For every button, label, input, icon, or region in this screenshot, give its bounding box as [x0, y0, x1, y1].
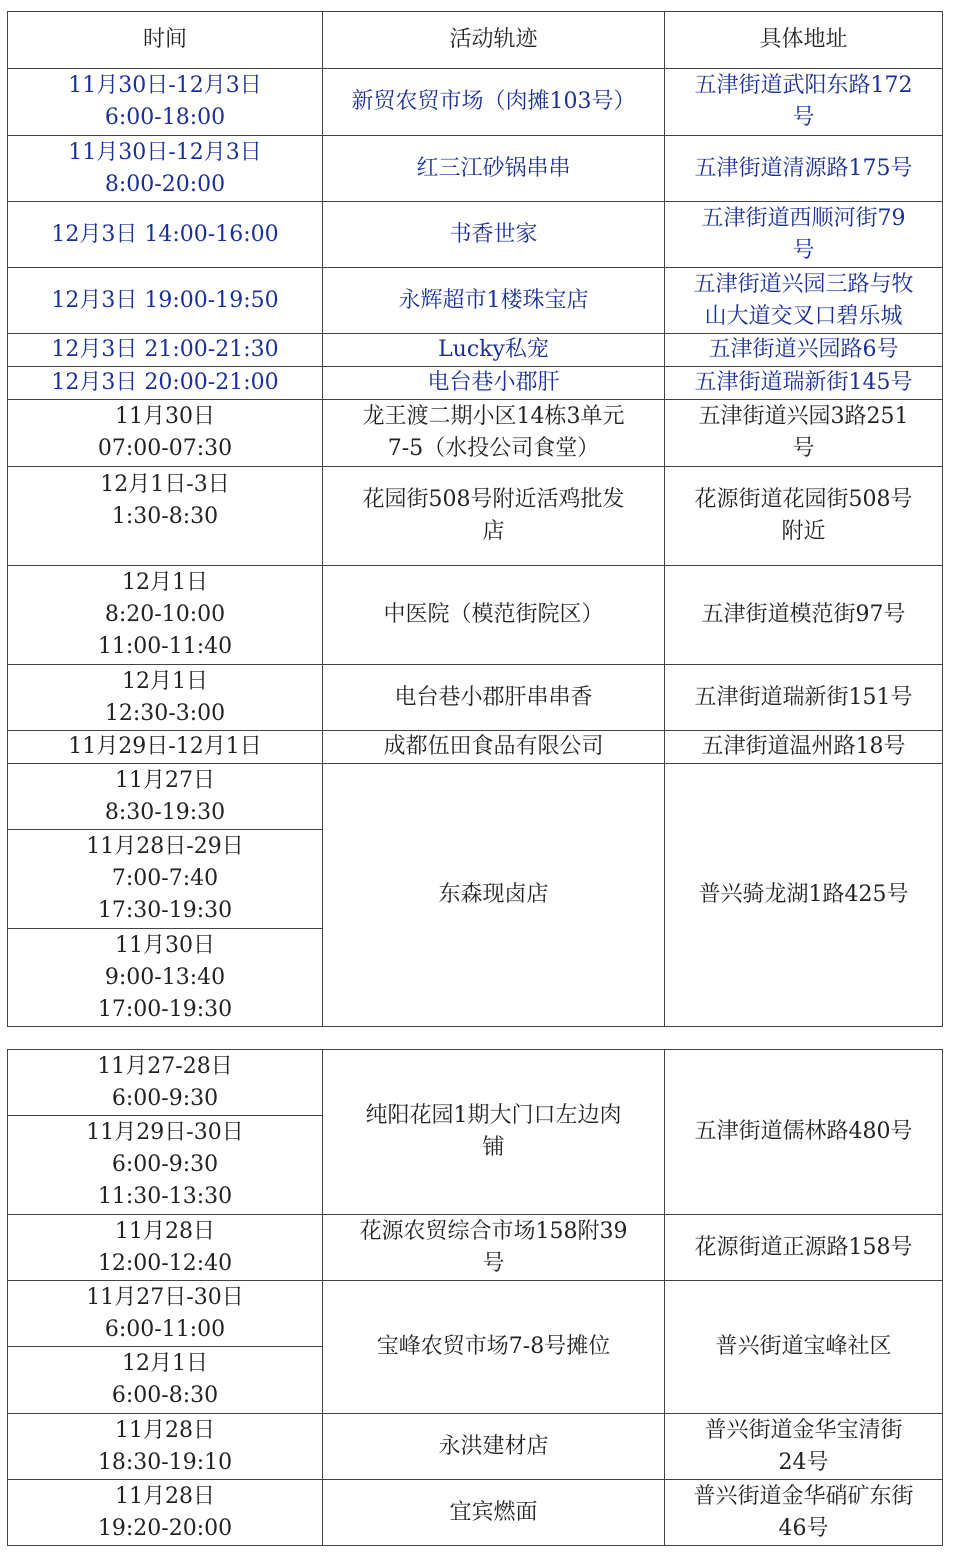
time-cell: 11月29日-30日 6:00-9:30 11:30-13:30	[8, 1116, 323, 1215]
address-cell: 普兴街道宝峰社区	[665, 1281, 943, 1414]
time-cell: 11月27日 8:30-19:30	[8, 764, 323, 830]
place-cell: 花园街508号附近活鸡批发 店	[323, 467, 665, 566]
time-cell: 11月27-28日 6:00-9:30	[8, 1050, 323, 1116]
address-cell: 五津街道温州路18号	[665, 731, 943, 764]
address-cell: 五津街道兴园三路与牧 山大道交叉口碧乐城	[665, 268, 943, 334]
time-cell: 11月30日 9:00-13:40 17:00-19:30	[8, 929, 323, 1027]
table-row	[8, 202, 943, 268]
time-cell: 11月28日 18:30-19:10	[8, 1414, 323, 1480]
address-cell: 普兴骑龙湖1路425号	[665, 764, 943, 1027]
table-row	[8, 731, 943, 764]
time-cell: 12月1日 6:00-8:30	[8, 1347, 323, 1414]
time-cell: 12月3日 21:00-21:30	[8, 334, 323, 367]
place-cell: 中医院（模范街院区）	[323, 566, 665, 665]
place-cell: 红三江砂锅串串	[323, 136, 665, 202]
address-cell: 普兴街道金华硝矿东街 46号	[665, 1480, 943, 1546]
address-cell: 普兴街道金华宝清街 24号	[665, 1414, 943, 1480]
address-cell: 五津街道瑞新街145号	[665, 367, 943, 400]
time-cell: 11月30日 07:00-07:30	[8, 400, 323, 467]
table-row	[8, 1050, 943, 1116]
table-row	[8, 268, 943, 334]
place-cell: 电台巷小郡肝串串香	[323, 665, 665, 731]
time-cell: 11月29日-12月1日	[8, 731, 323, 764]
time-cell: 12月1日 12:30-3:00	[8, 665, 323, 731]
place-cell: 永洪建材店	[323, 1414, 665, 1480]
table-row	[8, 69, 943, 136]
time-cell: 12月3日 14:00-16:00	[8, 202, 323, 268]
place-cell: 宝峰农贸市场7-8号摊位	[323, 1281, 665, 1414]
header-address: 具体地址	[665, 12, 943, 69]
table-row	[8, 400, 943, 467]
address-cell: 五津街道清源路175号	[665, 136, 943, 202]
header-place: 活动轨迹	[323, 12, 665, 69]
address-cell: 五津街道西顺河街79 号	[665, 202, 943, 268]
place-cell: 电台巷小郡肝	[323, 367, 665, 400]
place-cell: 永辉超市1楼珠宝店	[323, 268, 665, 334]
place-cell: 新贸农贸市场（肉摊103号）	[323, 69, 665, 136]
table-row	[8, 1414, 943, 1480]
time-cell: 11月28日-29日 7:00-7:40 17:30-19:30	[8, 830, 323, 929]
time-cell: 12月1日 8:20-10:00 11:00-11:40	[8, 566, 323, 665]
place-cell: 书香世家	[323, 202, 665, 268]
table-row	[8, 467, 943, 566]
place-cell: 纯阳花园1期大门口左边肉 铺	[323, 1050, 665, 1215]
address-cell: 五津街道儒林路480号	[665, 1050, 943, 1215]
table-row	[8, 665, 943, 731]
table-row	[8, 566, 943, 665]
address-cell: 五津街道兴园路6号	[665, 334, 943, 367]
place-cell: 东森现卤店	[323, 764, 665, 1027]
table-row	[8, 1281, 943, 1347]
time-cell: 12月3日 20:00-21:00	[8, 367, 323, 400]
table-header-row	[8, 12, 943, 69]
itinerary-table-2	[7, 1049, 943, 1546]
header-time: 时间	[8, 12, 323, 69]
table-row	[8, 136, 943, 202]
table-row	[8, 334, 943, 367]
table-row	[8, 1215, 943, 1281]
place-cell: 花源农贸综合市场158附39 号	[323, 1215, 665, 1281]
itinerary-table-1	[7, 11, 943, 1027]
time-cell: 11月28日 12:00-12:40	[8, 1215, 323, 1281]
place-cell: 龙王渡二期小区14栋3单元 7-5（水投公司食堂）	[323, 400, 665, 467]
address-cell: 花源街道花园街508号 附近	[665, 467, 943, 566]
address-cell: 五津街道瑞新街151号	[665, 665, 943, 731]
place-cell: Lucky私宠	[323, 334, 665, 367]
table-row	[8, 764, 943, 830]
table-row	[8, 367, 943, 400]
address-cell: 花源街道正源路158号	[665, 1215, 943, 1281]
address-cell: 五津街道兴园3路251 号	[665, 400, 943, 467]
place-cell: 宜宾燃面	[323, 1480, 665, 1546]
table-row	[8, 1480, 943, 1546]
address-cell: 五津街道武阳东路172 号	[665, 69, 943, 136]
time-cell: 11月30日-12月3日 6:00-18:00	[8, 69, 323, 136]
time-cell: 11月27日-30日 6:00-11:00	[8, 1281, 323, 1347]
time-cell: 11月30日-12月3日 8:00-20:00	[8, 136, 323, 202]
time-cell: 12月1日-3日 1:30-8:30	[8, 467, 323, 566]
time-cell: 12月3日 19:00-19:50	[8, 268, 323, 334]
place-cell: 成都伍田食品有限公司	[323, 731, 665, 764]
address-cell: 五津街道模范街97号	[665, 566, 943, 665]
time-cell: 11月28日 19:20-20:00	[8, 1480, 323, 1546]
